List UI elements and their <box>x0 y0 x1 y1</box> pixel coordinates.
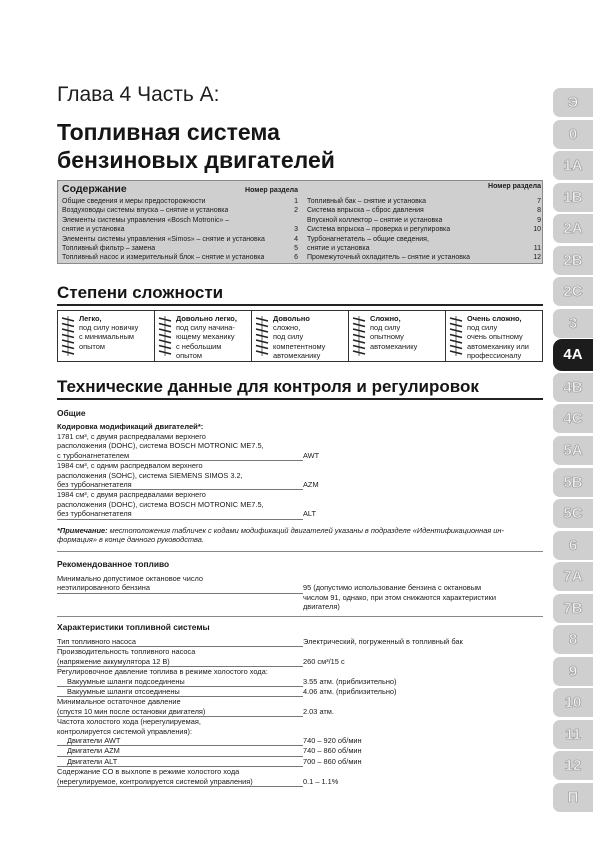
contents-item[interactable] <box>62 235 298 244</box>
spec-row: Тип топливного насоса Электрический, погруженный в топливный бак <box>57 637 463 646</box>
fuel-system-section <box>57 622 547 787</box>
idle-row <box>57 746 547 756</box>
contents-item-title: Элементы системы управления «Simos» – снятие и установка <box>62 235 265 243</box>
chapter-label: Глава 4 Часть А: <box>57 83 220 106</box>
contents-header <box>62 183 298 197</box>
difficulty-line: ющему механику <box>176 332 235 342</box>
contents-item-number <box>539 235 541 244</box>
chapter-tab[interactable]: 3 <box>553 309 593 338</box>
contents-item-title: Элементы системы управления «Bosch Motronic» – <box>62 216 230 224</box>
engine-row <box>57 432 547 461</box>
chapter-tab[interactable]: 12 <box>553 751 593 780</box>
contents-left-column <box>62 183 298 263</box>
difficulty-line: очень опытному <box>467 332 523 342</box>
engine-codes-heading: Кодировка модификаций двигателей*: <box>57 422 204 431</box>
chapter-tab[interactable]: 4A <box>553 339 593 371</box>
contents-item-number: 4 <box>294 235 298 243</box>
difficulty-line: сложно, <box>273 323 301 333</box>
difficulty-line: опытом <box>176 350 202 360</box>
contents-right-column <box>307 183 541 263</box>
difficulty-line: с небольшим <box>176 341 222 351</box>
contents-header-right <box>307 183 541 197</box>
engine-desc: расположения (SOHC), система SIEMENS SIMOS 3.2, <box>57 470 243 480</box>
specs-rule <box>57 398 543 400</box>
chapter-tab[interactable]: 7B <box>553 594 593 623</box>
note-line-1: местоположения табличек с кодами модификаций двигателей указаны в подразделе «Идентификационная ин- <box>107 525 504 535</box>
contents-item[interactable] <box>62 206 298 215</box>
difficulty-text <box>273 314 325 358</box>
engine-code: AZM <box>303 480 319 490</box>
contents-item-number: 5 <box>294 244 298 252</box>
difficulty-level <box>446 311 542 361</box>
engine-desc: 1984 см³, с двумя распредвалами верхнего <box>57 490 206 500</box>
difficulty-line: автомеханику <box>370 341 418 351</box>
contents-item[interactable] <box>307 235 541 244</box>
contents-item-title: Система впрыска – проверка и регулировка <box>307 226 451 234</box>
difficulty-line: под силу <box>273 332 304 342</box>
difficulty-line: опытному <box>370 332 404 342</box>
difficulty-text <box>370 314 417 358</box>
chapter-tab[interactable]: Э <box>553 88 593 117</box>
difficulty-line: под силу начина- <box>176 323 235 333</box>
contents-item[interactable] <box>62 253 298 262</box>
difficulty-level <box>155 311 252 361</box>
spring-icon <box>448 314 464 358</box>
chapter-tab[interactable]: 5C <box>553 499 593 528</box>
contents-item-number <box>296 216 298 225</box>
contents-item-number: 9 <box>537 216 541 224</box>
difficulty-line: компетентному <box>273 341 326 351</box>
chapter-tab[interactable]: 6 <box>553 531 593 560</box>
difficulty-scale <box>57 310 543 362</box>
engine-row <box>57 490 547 519</box>
difficulty-label: Сложно, <box>370 314 401 323</box>
difficulty-text <box>79 314 138 358</box>
contents-item[interactable] <box>62 225 298 234</box>
general-heading: Общие <box>57 408 86 418</box>
chapter-tab[interactable]: 0 <box>553 120 593 149</box>
difficulty-title: Степени сложности <box>57 283 224 302</box>
fuel-section <box>57 559 547 612</box>
difficulty-label: Очень сложно, <box>467 314 522 323</box>
engine-desc: расположения (DOHC), система BOSCH MOTRONIC ME7.5, <box>57 499 264 509</box>
contents-item-number: 2 <box>294 207 298 215</box>
engine-desc: расположения (DOHC), система BOSCH MOTRONIC ME7.5, <box>57 441 264 451</box>
engine-code: ALT <box>303 509 317 519</box>
page-title <box>57 118 335 174</box>
octane-value-2: числом 91, однако, при этом снижаются характеристики <box>303 592 496 602</box>
fuel-heading: Рекомендованное топливо <box>57 559 170 569</box>
contents-item[interactable] <box>62 216 298 225</box>
difficulty-level <box>58 311 155 361</box>
engine-row <box>57 461 547 490</box>
contents-item[interactable] <box>307 206 541 215</box>
chapter-tabs <box>553 88 593 815</box>
contents-item[interactable] <box>307 253 541 262</box>
contents-item[interactable] <box>307 225 541 234</box>
spec-row: Вакуумные шланги подсоединены 3.55 атм. (приблизительно) <box>57 677 547 687</box>
divider <box>57 616 543 617</box>
chapter-tab[interactable]: 1B <box>553 183 593 212</box>
contents-item-number: 3 <box>294 226 298 234</box>
difficulty-line: автомеханику <box>273 350 321 360</box>
spec-row: Вакуумные шланги отсоединены 4.06 атм. (приблизительно) <box>57 687 547 697</box>
difficulty-line: опытом <box>79 341 105 351</box>
contents-box <box>57 180 543 264</box>
difficulty-rule <box>57 304 543 306</box>
contents-item-title: Топливный насос и измерительный блок – снятие и установка <box>62 254 265 262</box>
idle-engine: Двигатели ALT <box>57 757 303 767</box>
difficulty-line: под силу новичку <box>79 323 139 333</box>
contents-item-number: 6 <box>294 254 298 262</box>
spec-row: Содержание CO в выхлопе в режиме холостого хода (нерегулируемое, контролируется системой управления) 0.1 – 1.1% <box>57 767 339 786</box>
contents-item-number: 8 <box>537 207 541 215</box>
engine-desc: 1984 см³, с одним распредвалом верхнего <box>57 461 203 471</box>
chapter-tab[interactable]: 2A <box>553 214 593 243</box>
contents-item-title: Общие сведения и меры предосторожности <box>62 198 206 205</box>
difficulty-level <box>252 311 349 361</box>
difficulty-text <box>176 314 237 358</box>
contents-item-title: Топливный бак – снятие и установка <box>307 198 426 205</box>
chapter-tab[interactable]: 7A <box>553 562 593 591</box>
engine-code: AWT <box>303 450 320 460</box>
spec-row: Производительность топливного насоса (напряжение аккумулятора 12 В) 260 см³/15 с <box>57 647 345 666</box>
contents-item-number: 11 <box>533 244 541 252</box>
spec-row: Регулировочное давление топлива в режиме холостого хода: <box>57 667 268 677</box>
chapter-tab[interactable]: 11 <box>553 720 593 749</box>
chapter-tab[interactable]: 4C <box>553 404 593 433</box>
contents-item-title: снятие и установка <box>62 226 125 234</box>
spring-icon <box>351 314 367 358</box>
chapter-tab[interactable]: 5A <box>553 436 593 465</box>
chapter-tab[interactable]: 8 <box>553 625 593 654</box>
contents-item-title: снятие и установка <box>307 244 370 252</box>
idle-value: 740 – 860 об/мин <box>303 746 362 756</box>
idle-row <box>57 736 547 746</box>
idle-engine: Двигатели AWT <box>57 736 303 746</box>
contents-item-number: 10 <box>533 226 541 234</box>
spec-row: Минимальное остаточное давление (спустя 10 мин после остановки двигателя) 2.03 атм. <box>57 697 334 716</box>
engine-desc: без турбонагнетателя <box>57 509 303 519</box>
contents-heading: Содержание <box>62 183 127 195</box>
note-line-2: формация» в конце данного руководства. <box>57 535 204 545</box>
divider <box>57 551 543 552</box>
contents-item-title: Система впрыска – сброс давления <box>307 207 424 215</box>
contents-item[interactable] <box>62 244 298 253</box>
contents-item-number: 1 <box>294 198 298 205</box>
spring-icon <box>254 314 270 358</box>
difficulty-line: под силу <box>370 323 401 333</box>
contents-item-title: Топливный фильтр – замена <box>62 244 156 252</box>
idle-engine: Двигатели AZM <box>57 746 303 756</box>
contents-item[interactable] <box>307 197 541 206</box>
chapter-tab[interactable]: 4B <box>553 373 593 402</box>
difficulty-level <box>349 311 446 361</box>
contents-item-number: 7 <box>537 198 541 205</box>
title-line-1: Топливная система <box>57 119 280 145</box>
title-line-2: бензиновых двигателей <box>57 147 335 173</box>
engine-desc: 1781 см³, с двумя распредвалами верхнего <box>57 432 206 441</box>
contents-item-title: Промежуточный охладитель – снятие и установка <box>307 254 471 262</box>
section-number-label: Номер раздела <box>488 183 541 190</box>
contents-item[interactable] <box>62 197 298 206</box>
difficulty-line: профессионалу <box>467 350 522 360</box>
engine-desc: без турбонагнетателя <box>57 480 303 490</box>
difficulty-label: Довольно легко, <box>176 314 237 323</box>
fuel-system-heading: Характеристики топливной системы <box>57 622 210 632</box>
octane-value-1: 95 (допустимо использование бензина с октановым <box>303 583 482 593</box>
chapter-tab[interactable]: 9 <box>553 657 593 686</box>
contents-item[interactable] <box>307 216 541 225</box>
contents-item[interactable] <box>307 244 541 253</box>
chapter-tab[interactable]: П <box>553 783 593 812</box>
contents-item-number: 12 <box>533 254 541 262</box>
spring-icon <box>60 314 76 358</box>
specs-title: Технические данные для контроля и регулировок <box>57 377 479 396</box>
spring-icon <box>157 314 173 358</box>
octane-value-3: двигателя) <box>303 602 340 612</box>
chapter-tab[interactable]: 2B <box>553 246 593 275</box>
note-prefix: *Примечание: <box>57 525 108 535</box>
section-number-label: Номер раздела <box>245 187 298 194</box>
contents-item-title: Воздуховоды системы впуска – снятие и установка <box>62 207 229 215</box>
chapter-tab[interactable]: 1A <box>553 151 593 180</box>
difficulty-label: Довольно <box>273 314 310 323</box>
chapter-tab[interactable]: 10 <box>553 688 593 717</box>
difficulty-line: с минимальным <box>79 332 134 342</box>
contents-item-title: Турбонагнетатель – общие сведения, <box>307 235 429 243</box>
octane-label-2: неэтилированного бензина <box>57 583 303 593</box>
chapter-tab[interactable]: 2C <box>553 277 593 306</box>
idle-value: 740 – 920 об/мин <box>303 736 362 746</box>
octane-row <box>57 574 547 612</box>
difficulty-label: Легко, <box>79 314 102 323</box>
difficulty-line: автомеханику или <box>467 341 529 351</box>
engine-desc: с турбонагнетателем <box>57 451 303 461</box>
idle-row <box>57 757 547 767</box>
difficulty-line: под силу <box>467 323 498 333</box>
spec-row: Частота холостого хода (нерегулируемая, контролируется системой управления): <box>57 717 201 736</box>
idle-value: 700 – 860 об/мин <box>303 756 362 766</box>
difficulty-text <box>467 314 529 358</box>
contents-item-title: Впускной коллектор – снятие и установка <box>307 216 443 224</box>
chapter-tab[interactable]: 5B <box>553 468 593 497</box>
general-section <box>57 408 547 544</box>
octane-label-1: Минимально допустимое октановое число <box>57 574 204 583</box>
engine-codes-note <box>57 526 547 545</box>
